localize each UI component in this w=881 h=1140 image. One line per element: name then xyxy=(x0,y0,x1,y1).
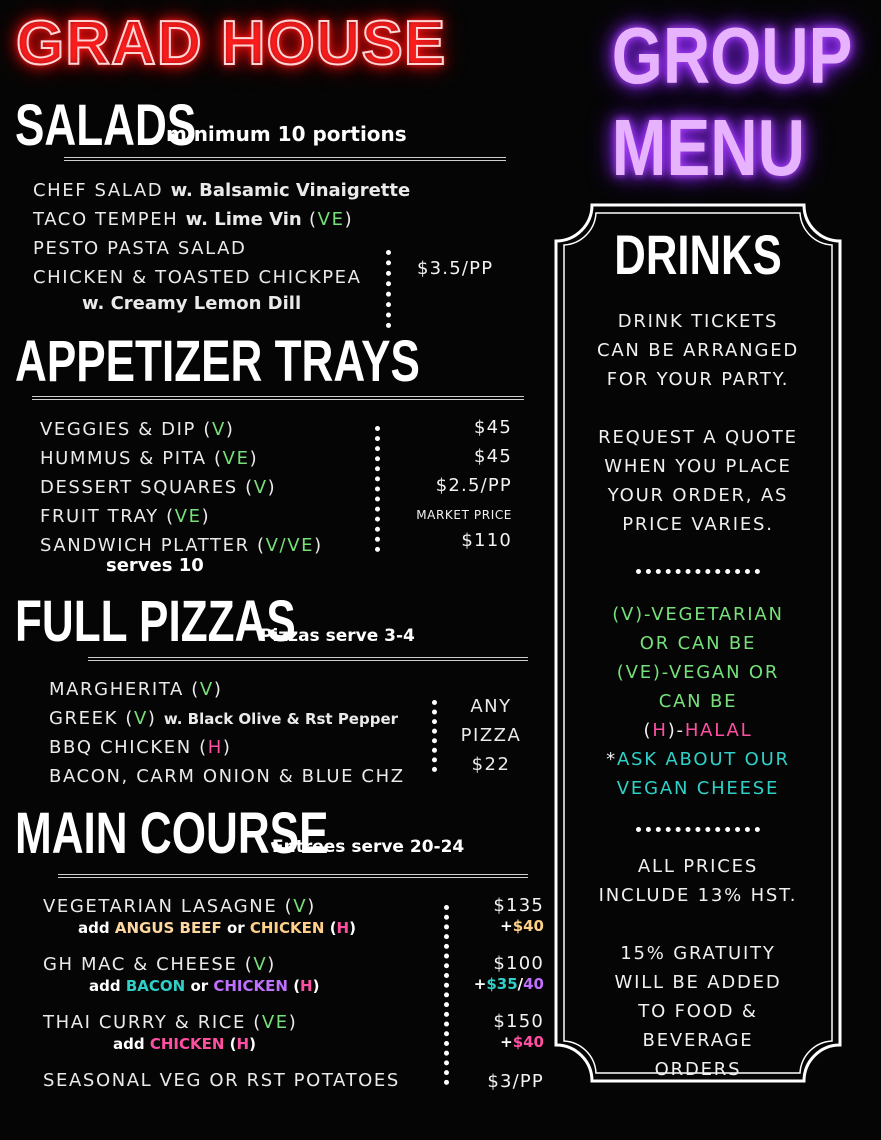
main-note: Entrees serve 20-24 xyxy=(272,837,465,857)
sandwich-note: serves 10 xyxy=(106,555,204,576)
section-title-main: MAIN COURSE xyxy=(15,801,329,866)
add-on: add BACON or CHICKEN (H) xyxy=(89,977,320,995)
prices-note: ALL PRICES INCLUDE 13% HST. xyxy=(598,856,798,906)
list-item: GREEK (V) w. Black Olive & Rst Pepper xyxy=(49,708,399,729)
price-dots xyxy=(444,905,449,1085)
brand-logo: GRAD HOUSE xyxy=(16,9,447,78)
price-line: ANY xyxy=(470,696,512,717)
price-dots xyxy=(375,426,380,552)
gratuity-note: 15% GRATUITY WILL BE ADDED TO FOOD & BEVERAGE ORDERS xyxy=(614,943,782,1080)
list-item: HUMMUS & PITA (VE) xyxy=(40,448,259,469)
pizza-price xyxy=(452,692,530,779)
divider xyxy=(58,874,528,878)
title-line-1: GROUP xyxy=(611,11,853,100)
list-item: BBQ CHICKEN (H) xyxy=(49,737,232,758)
list-item: VEGETARIAN LASAGNE (V) xyxy=(43,896,316,917)
price: $135 xyxy=(493,895,544,916)
section-title-pizzas: FULL PIZZAS xyxy=(15,589,296,654)
salads-price: $3.5/PP xyxy=(417,258,494,279)
divider xyxy=(32,396,524,400)
price: $110 xyxy=(461,530,512,551)
list-item-extra: w. Creamy Lemon Dill xyxy=(82,293,302,314)
list-item: BACON, CARM ONION & BLUE CHZ xyxy=(49,766,405,787)
list-item: GH MAC & CHEESE (V) xyxy=(43,954,276,975)
list-item: PESTO PASTA SALAD xyxy=(33,238,247,259)
price-dots xyxy=(432,700,437,772)
list-item: SEASONAL VEG OR RST POTATOES xyxy=(43,1070,400,1091)
pizzas-note: Pizzas serve 3-4 xyxy=(260,626,415,646)
list-item: VEGGIES & DIP (V) xyxy=(40,419,235,440)
list-item: CHICKEN & TOASTED CHICKPEA xyxy=(33,267,362,288)
list-item: CHEF SALAD w. Balsamic Vinaigrette xyxy=(33,180,411,201)
price: $45 xyxy=(474,446,512,467)
list-item: DESSERT SQUARES (V) xyxy=(40,477,277,498)
price-dots xyxy=(386,250,391,328)
appetizer-prices xyxy=(392,417,512,559)
dietary-legend: (V)-VEGETARIAN OR CAN BE (VE)-VEGAN OR CAN BE (H)-HALAL *ASK ABOUT OUR VEGAN CHEESE xyxy=(606,604,790,799)
price-line: PIZZA xyxy=(460,725,522,746)
drinks-quote-text: REQUEST A QUOTE WHEN YOU PLACE YOUR ORDER, AS PRICE VARIES. xyxy=(598,427,798,535)
salads-note: minimum 10 portions xyxy=(166,122,407,146)
price: $150 xyxy=(493,1011,544,1032)
main-prices xyxy=(462,895,544,1069)
add-on-price: +$35/40 xyxy=(473,975,544,993)
price: $3/PP xyxy=(487,1071,544,1092)
section-title-salads: SALADS xyxy=(15,93,197,158)
price: MARKET PRICE xyxy=(416,508,512,522)
price: $45 xyxy=(474,417,512,438)
divider xyxy=(64,157,506,161)
list-item: SANDWICH PLATTER (V/VE) xyxy=(40,535,323,556)
list-item: FRUIT TRAY (VE) xyxy=(40,506,211,527)
add-on: add CHICKEN (H) xyxy=(113,1035,256,1053)
divider xyxy=(88,657,528,661)
drinks-tickets-text: DRINK TICKETS CAN BE ARRANGED FOR YOUR PARTY. xyxy=(596,311,800,390)
title-line-2: MENU xyxy=(611,103,805,192)
drinks-title: DRINKS xyxy=(614,223,782,286)
price-line: $22 xyxy=(471,754,511,775)
list-item: MARGHERITA (V) xyxy=(49,679,223,700)
price: $2.5/PP xyxy=(435,475,512,496)
add-on: add ANGUS BEEF or CHICKEN (H) xyxy=(78,919,356,937)
price: $100 xyxy=(493,953,544,974)
drinks-panel xyxy=(566,222,830,1084)
list-item: TACO TEMPEH w. Lime Vin (VE) xyxy=(33,209,354,230)
add-on-price: +$40 xyxy=(500,1033,544,1051)
add-on-price: +$40 xyxy=(500,917,544,935)
section-title-appetizers: APPETIZER TRAYS xyxy=(15,329,420,394)
list-item: THAI CURRY & RICE (VE) xyxy=(43,1012,298,1033)
group-menu-title xyxy=(592,10,853,194)
